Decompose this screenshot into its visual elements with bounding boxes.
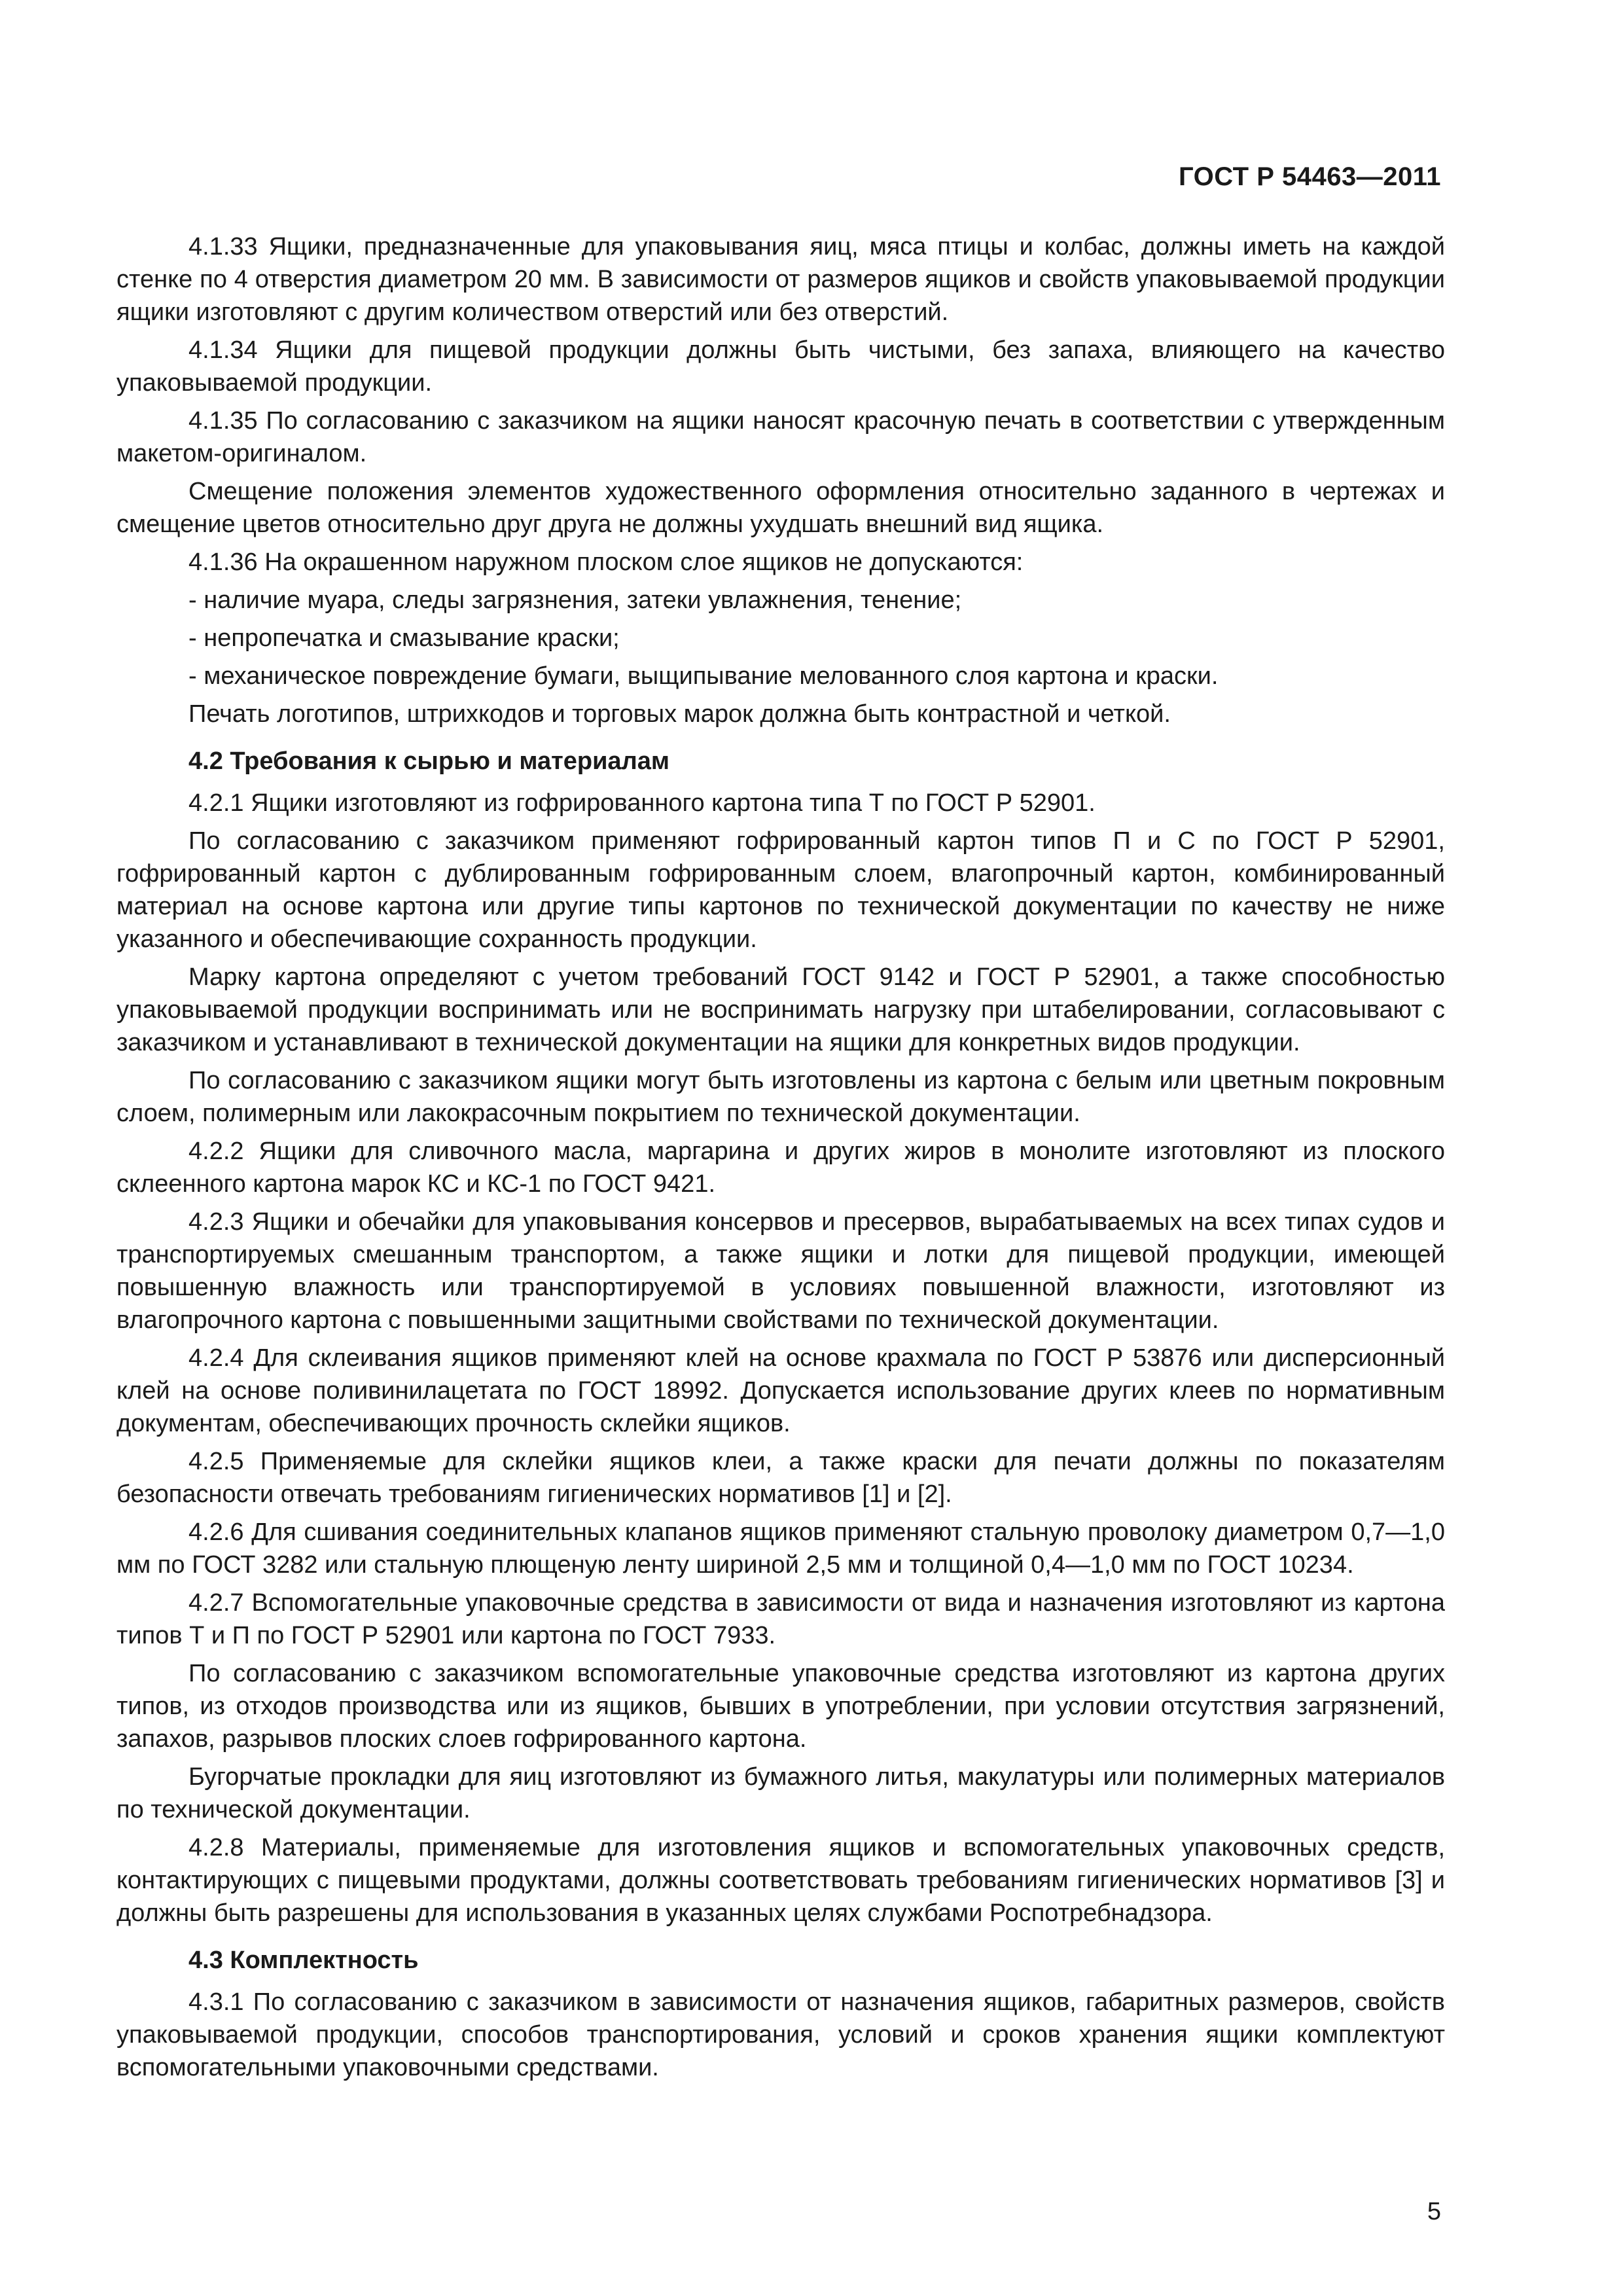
clause-4-2-2: 4.2.2 Ящики для сливочного масла, маргарина и других жиров в монолите изготовляют из плоского склеенного картона марок КС и КС-1 по ГОСТ 9421. xyxy=(116,1138,1445,1198)
section-heading-4-3: 4.3 Комплектность xyxy=(188,1946,419,1974)
section-heading-4-2: 4.2 Требования к сырью и материалам xyxy=(188,747,669,775)
clause-4-2-4: 4.2.4 Для склеивания ящиков применяют клей на основе крахмала по ГОСТ Р 53876 или дисперсионный клей на основе поливинилацетата по ГОСТ 18992. Допускается использование других клеев по нормативным документам, обеспечивающих прочность склейки ящиков. xyxy=(116,1344,1445,1437)
clause-4-1-33: 4.1.33 Ящики, предназначенные для упаковывания яиц, мяса птицы и колбас, должны иметь на каждой стенке по 4 отверстия диаметром 20 мм. В зависимости от размеров ящиков и свойств упаковываемой продукции ящики изготовляют с другим количеством отверстий или без отверстий. xyxy=(116,233,1445,326)
page-number: 5 xyxy=(1427,2198,1441,2225)
clause-4-2-7: 4.2.7 Вспомогательные упаковочные средства в зависимости от вида и назначения изготовляют из картона типов Т и П по ГОСТ Р 52901 или картона по ГОСТ 7933. xyxy=(116,1589,1445,1649)
clause-4-2-5: 4.2.5 Применяемые для склейки ящиков клеи, а также краски для печати должны по показателям безопасности отвечать требованиям гигиенических нормативов [1] и [2]. xyxy=(116,1448,1445,1508)
paragraph-cardboard-grade: Марку картона определяют с учетом требований ГОСТ 9142 и ГОСТ Р 52901, а также способностью упаковываемой продукции воспринимать или не воспринимать нагрузку при штабелировании, согласовывают с заказчиком и устанавливают в технической документации на ящики для конкретных видов продукции. xyxy=(116,963,1445,1056)
clause-4-1-35: 4.1.35 По согласованию с заказчиком на ящики наносят красочную печать в соответствии с утвержденным макетом-оригиналом. xyxy=(116,407,1445,467)
list-item-paper-damage: - механическое повреждение бумаги, выщипывание мелованного слоя картона и краски. xyxy=(188,662,1219,690)
clause-4-2-6: 4.2.6 Для сшивания соединительных клапанов ящиков применяют стальную проволоку диаметром 0,7—1,0 мм по ГОСТ 3282 или стальную плющеную ленту шириной 2,5 мм и толщиной 0,4—1,0 мм по ГОСТ 10234. xyxy=(116,1518,1445,1579)
clause-4-2-1: 4.2.1 Ящики изготовляют из гофрированного картона типа Т по ГОСТ Р 52901. xyxy=(188,789,1096,817)
clause-4-3-1: 4.3.1 По согласованию с заказчиком в зависимости от назначения ящиков, габаритных размеров, свойств упаковываемой продукции, способов транспортирования, условий и сроков хранения ящики комплектуют вспомогательными упаковочными средствами. xyxy=(116,1988,1445,2081)
paragraph-logo-printing: Печать логотипов, штрихкодов и торговых марок должна быть контрастной и четкой. xyxy=(188,700,1171,728)
clause-4-2-3: 4.2.3 Ящики и обечайки для упаковывания консервов и пресервов, вырабатываемых на всех типах судов и транспортируемых смешанным транспортом, а также ящики и лотки для пищевой продукции, имеющей повышенную влажность или транспортируемой в условиях повышенной влажности, изготовляют из влагопрочного картона с повышенными защитными свойствами по технической документации. xyxy=(116,1208,1445,1334)
paragraph-coated-cardboard: По согласованию с заказчиком ящики могут быть изготовлены из картона с белым или цветным покровным слоем, полимерным или лакокрасочным покрытием по технической документации. xyxy=(116,1067,1445,1127)
paragraph-auxiliary-means: По согласованию с заказчиком вспомогательные упаковочные средства изготовляют из картона других типов, из отходов производства или из ящиков, бывших в употреблении, при условии отсутствия загрязнений, запахов, разрывов плоских слоев гофрированного картона. xyxy=(116,1660,1445,1753)
list-item-moire: - наличие муара, следы загрязнения, затеки увлажнения, тенение; xyxy=(188,586,962,614)
paragraph-cardboard-types: По согласованию с заказчиком применяют гофрированный картон типов П и С по ГОСТ Р 52901, гофрированный картон с дублированным гофрированным слоем, влагопрочный картон, комбинированный материал на основе картона или другие типы картонов по технической документации по качеству не ниже указанного и обеспечивающие сохранность продукции. xyxy=(116,827,1445,953)
list-item-misprint: - непропечатка и смазывание краски; xyxy=(188,624,620,652)
clause-4-1-36: 4.1.36 На окрашенном наружном плоском слое ящиков не допускаются: xyxy=(188,548,1024,576)
clause-4-2-8: 4.2.8 Материалы, применяемые для изготовления ящиков и вспомогательных упаковочных средств, контактирующих с пищевыми продуктами, должны соответствовать требованиям гигиенических нормативов [3] и должны быть разрешены для использования в указанных целях службами Роспотребнадзора. xyxy=(116,1834,1445,1927)
paragraph-offset-elements: Смещение положения элементов художественного оформления относительно заданного в чертежах и смещение цветов относительно друг друга не должны ухудшать внешний вид ящика. xyxy=(116,478,1445,538)
clause-4-1-34: 4.1.34 Ящики для пищевой продукции должны быть чистыми, без запаха, влияющего на качество упаковываемой продукции. xyxy=(116,336,1445,397)
paragraph-egg-trays: Бугорчатые прокладки для яиц изготовляют из бумажного литья, макулатуры или полимерных материалов по технической документации. xyxy=(116,1763,1445,1823)
document-header-id: ГОСТ Р 54463—2011 xyxy=(1179,162,1441,191)
document-body xyxy=(116,230,1445,2084)
